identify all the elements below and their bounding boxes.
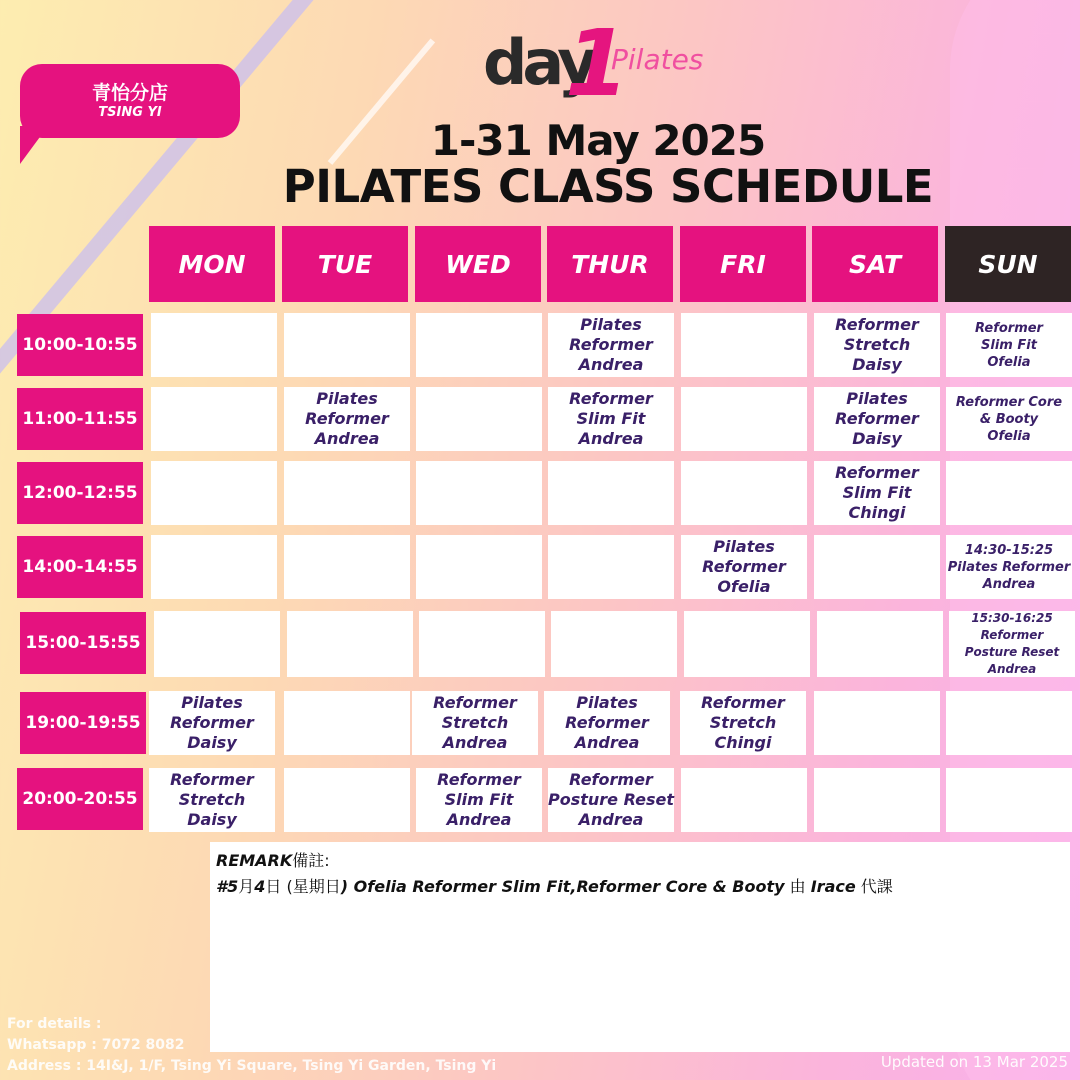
class-cell — [284, 313, 410, 377]
logo-pilates-text: Pilates — [611, 43, 704, 76]
class-info: Reformer Slim Fit Ofelia — [975, 320, 1043, 370]
remark-text: ) Ofelia Reformer Slim Fit,Reformer Core & Booty — [340, 877, 785, 896]
day-header-sun: SUN — [945, 226, 1071, 302]
class-cell — [419, 611, 545, 677]
class-info: Reformer Stretch Andrea — [433, 693, 517, 752]
remark-text: 月 — [238, 877, 255, 896]
class-info: Reformer Slim Fit Andrea — [569, 389, 653, 448]
day-header-tue: TUE — [282, 226, 408, 302]
day-header-mon: MON — [149, 226, 275, 302]
details-label: For details : — [7, 1016, 102, 1032]
class-info: Pilates Reformer Andrea — [305, 389, 389, 448]
class-info: Pilates Reformer Daisy — [170, 693, 254, 752]
class-cell — [949, 611, 1075, 677]
class-cell — [149, 691, 275, 755]
branch-name-zh: 青怡分店 — [91, 82, 168, 104]
address: Address : 14I&J, 1/F, Tsing Yi Square, Tsing Yi Garden, Tsing Yi — [7, 1058, 497, 1074]
remark-text: 4 — [254, 877, 266, 896]
class-cell — [817, 611, 943, 677]
class-cell — [284, 768, 410, 832]
time-label: 10:00-10:55 — [17, 314, 143, 376]
class-info: Reformer Core & Booty Ofelia — [955, 394, 1063, 444]
class-info: Reformer Slim Fit Chingi — [835, 463, 919, 522]
day-header-thur: THUR — [547, 226, 673, 302]
class-cell — [814, 387, 940, 451]
branch-name-en: TSING YI — [98, 105, 162, 120]
remark-text: 由 — [784, 877, 811, 896]
remark-text: 日 ( — [265, 877, 293, 896]
class-cell — [154, 611, 280, 677]
class-cell — [814, 535, 940, 599]
schedule-period: 1-31 May 2025 — [430, 116, 766, 165]
class-cell — [284, 535, 410, 599]
class-cell — [946, 313, 1072, 377]
class-cell — [548, 461, 674, 525]
day-header-sat: SAT — [812, 226, 938, 302]
whatsapp-number: Whatsapp : 7072 8082 — [7, 1037, 185, 1053]
remark-text: 星期日 — [292, 877, 341, 896]
time-label: 12:00-12:55 — [17, 462, 143, 524]
brand-logo — [483, 10, 723, 117]
class-info: Pilates Reformer Andrea — [569, 315, 653, 374]
time-label: 11:00-11:55 — [17, 388, 143, 450]
class-cell — [814, 691, 940, 755]
time-label: 15:00-15:55 — [20, 612, 146, 674]
remark-label-zh: 備註: — [292, 851, 330, 870]
contact-details — [7, 1014, 496, 1077]
remark-heading — [216, 848, 1064, 874]
class-cell — [151, 461, 277, 525]
logo-one-text: 1 — [565, 10, 630, 117]
class-cell — [684, 611, 810, 677]
class-cell — [284, 691, 410, 755]
class-cell — [151, 313, 277, 377]
class-cell — [548, 768, 674, 832]
remark-label: REMARK — [216, 851, 293, 870]
class-cell — [416, 768, 542, 832]
class-cell — [544, 691, 670, 755]
class-cell — [416, 313, 542, 377]
class-cell — [946, 535, 1072, 599]
class-cell — [814, 768, 940, 832]
class-info: Reformer Slim Fit Andrea — [437, 770, 521, 829]
class-cell — [681, 535, 807, 599]
time-label: 20:00-20:55 — [17, 768, 143, 830]
time-label: 19:00-19:55 — [20, 692, 146, 754]
class-info: Reformer Stretch Daisy — [835, 315, 919, 374]
remark-text: 代課 — [855, 877, 893, 896]
class-cell — [287, 611, 413, 677]
logo-day-text: day — [483, 26, 593, 99]
remark-line — [216, 874, 1064, 900]
class-cell — [416, 461, 542, 525]
remark-text: Irace — [810, 877, 856, 896]
class-cell — [681, 768, 807, 832]
class-cell — [946, 691, 1072, 755]
class-cell — [416, 535, 542, 599]
class-cell — [814, 461, 940, 525]
class-cell — [151, 387, 277, 451]
class-cell — [946, 768, 1072, 832]
class-cell — [681, 461, 807, 525]
class-cell — [814, 313, 940, 377]
class-cell — [946, 387, 1072, 451]
day-header-wed: WED — [415, 226, 541, 302]
class-cell — [416, 387, 542, 451]
class-cell — [149, 768, 275, 832]
class-cell — [548, 313, 674, 377]
class-info: Pilates Reformer Daisy — [835, 389, 919, 448]
page-title: PILATES CLASS SCHEDULE — [282, 160, 934, 213]
class-cell — [151, 535, 277, 599]
class-cell — [284, 461, 410, 525]
class-cell — [681, 387, 807, 451]
updated-date: Updated on 13 Mar 2025 — [880, 1053, 1068, 1071]
class-info: Pilates Reformer Andrea — [565, 693, 649, 752]
remark-text: #5 — [216, 877, 239, 896]
class-info: Reformer Stretch Daisy — [170, 770, 254, 829]
time-label: 14:00-14:55 — [17, 536, 143, 598]
class-info: Reformer Stretch Chingi — [701, 693, 785, 752]
class-info: 14:30-15:25 Pilates Reformer Andrea — [947, 542, 1071, 592]
class-cell — [548, 535, 674, 599]
class-info: 15:30-16:25 Reformer Posture Reset Andrea — [964, 611, 1060, 676]
day-header-fri: FRI — [680, 226, 806, 302]
class-info: Reformer Posture Reset Andrea — [548, 770, 674, 829]
class-cell — [680, 691, 806, 755]
class-cell — [284, 387, 410, 451]
class-cell — [946, 461, 1072, 525]
class-cell — [681, 313, 807, 377]
class-info: Pilates Reformer Ofelia — [702, 537, 786, 596]
class-cell — [548, 387, 674, 451]
class-cell — [551, 611, 677, 677]
class-cell — [412, 691, 538, 755]
